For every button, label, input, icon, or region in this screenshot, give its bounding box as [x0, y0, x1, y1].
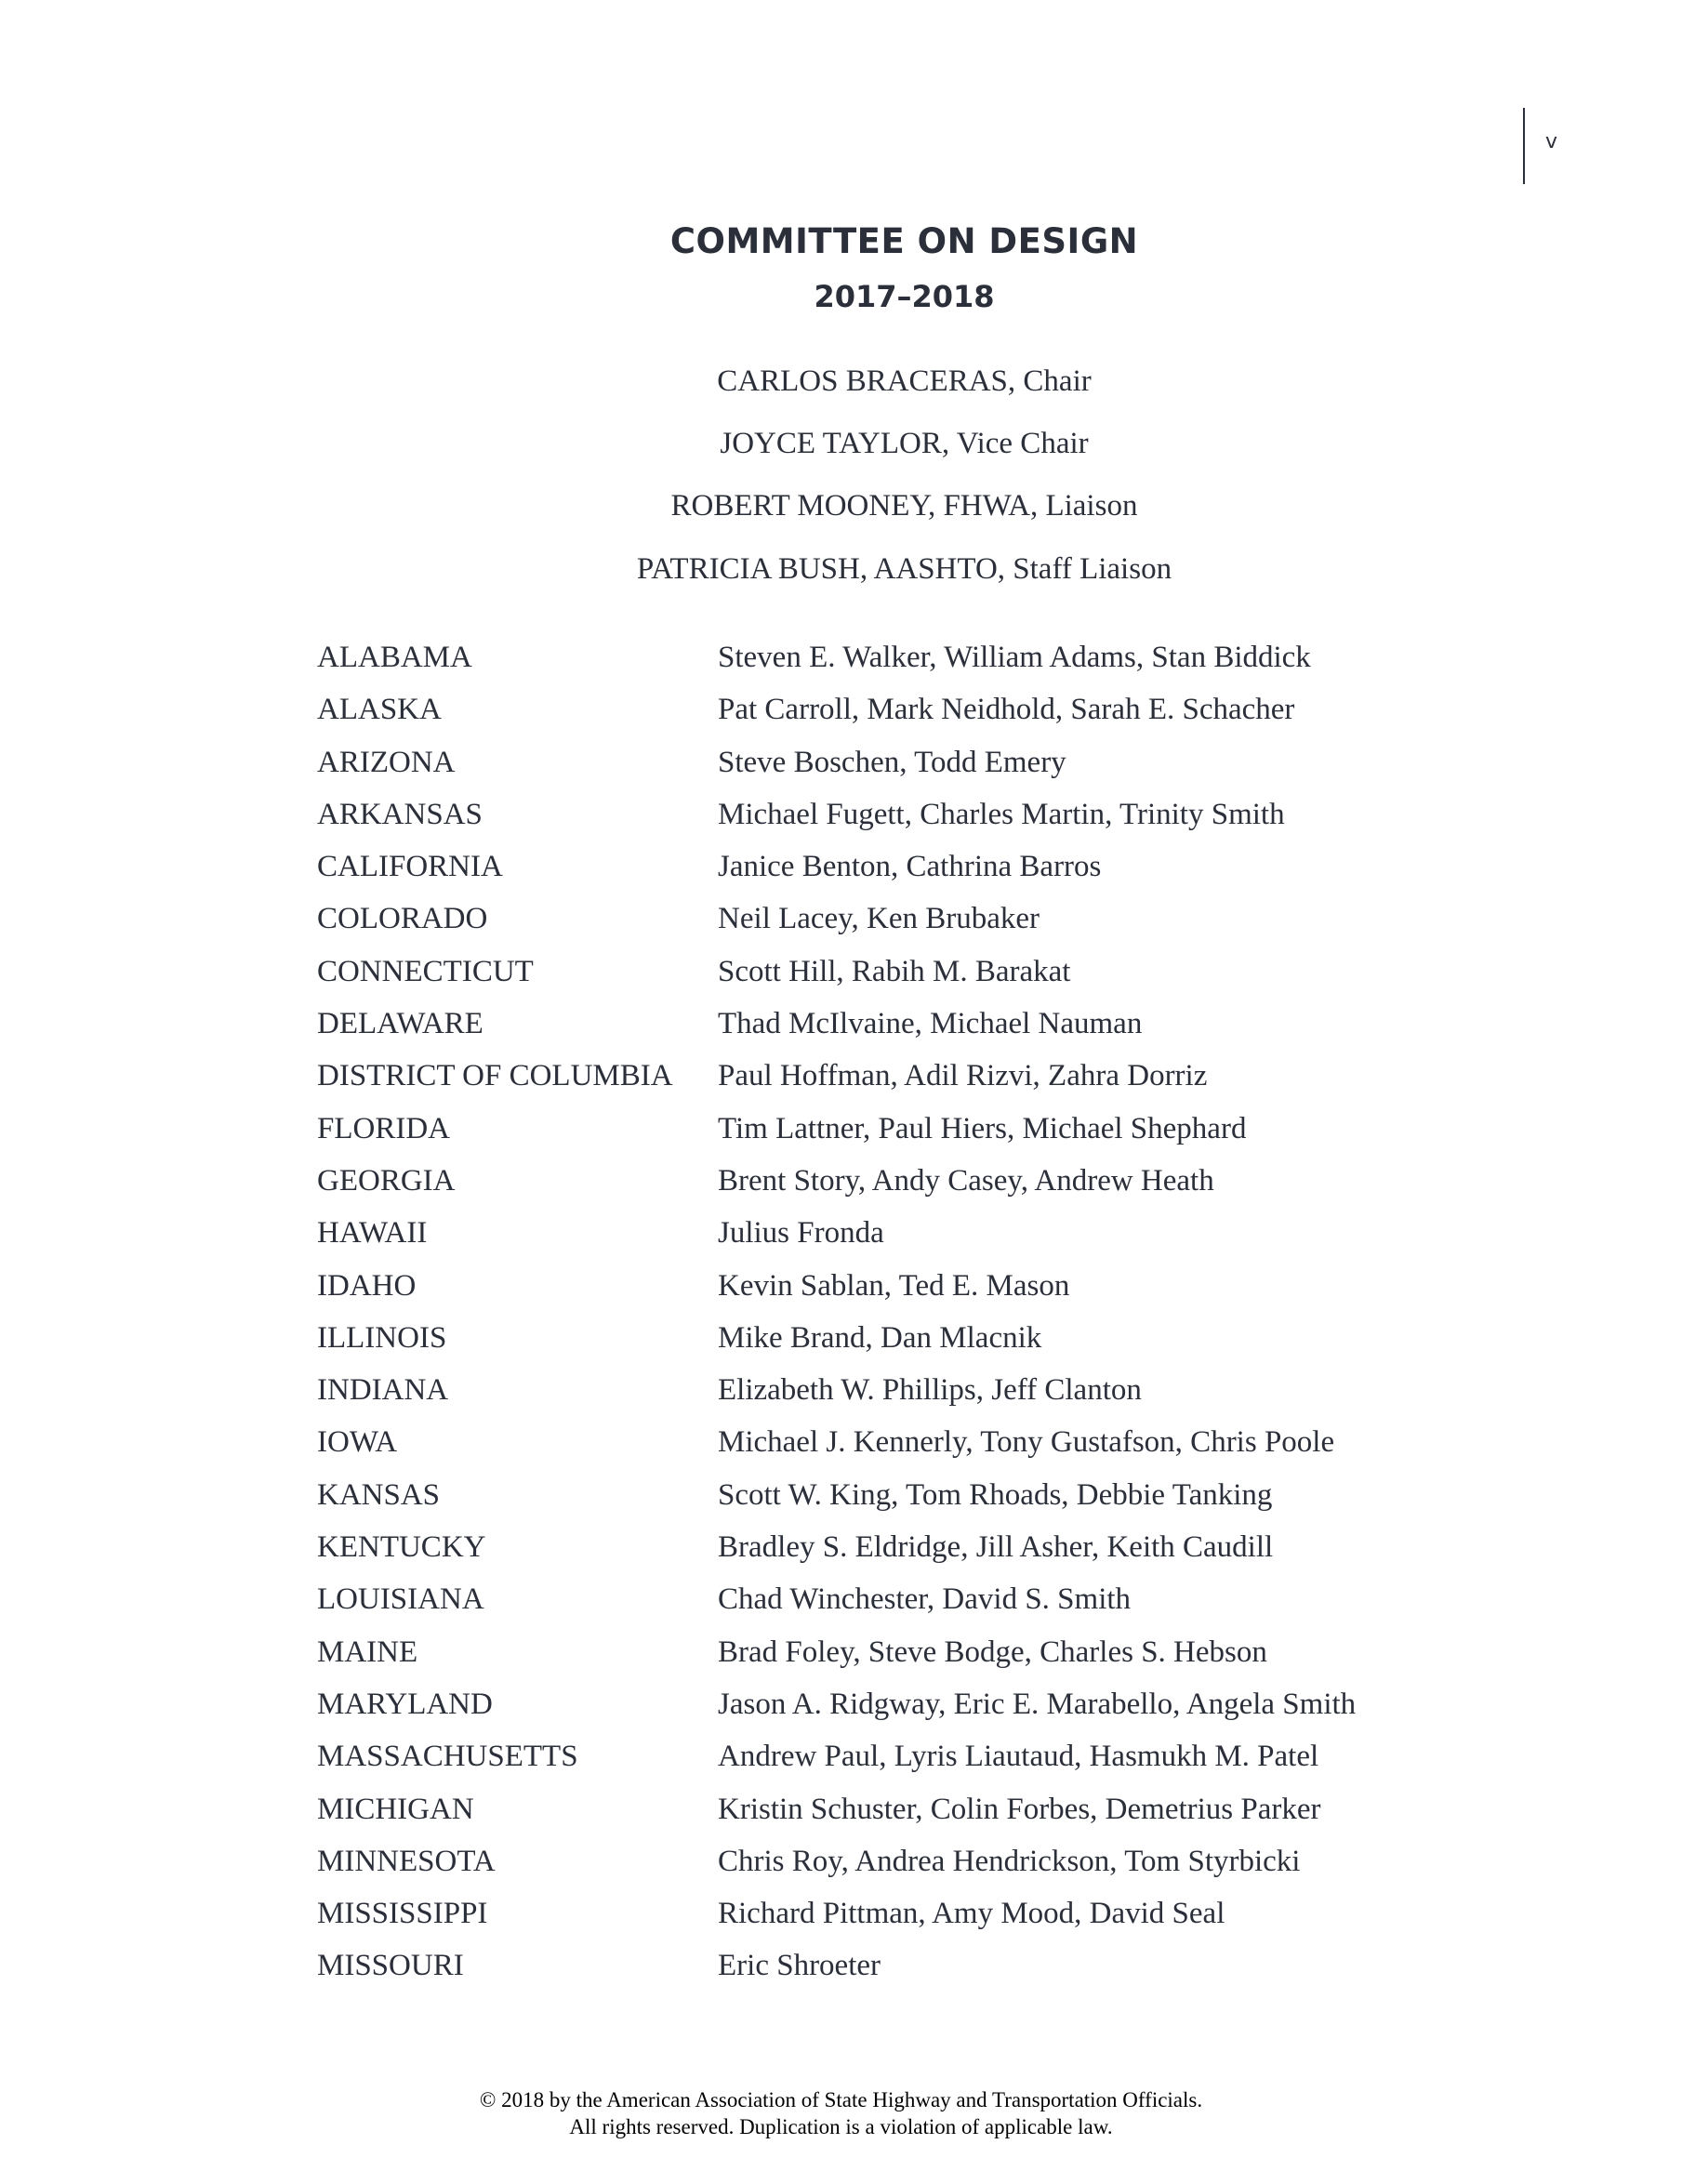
officer-staff-liaison: PATRICIA BUSH, AASHTO, Staff Liaison [636, 552, 1172, 586]
state-name: MAINE [317, 1635, 418, 1669]
roster-row [317, 1891, 1526, 1943]
state-members: Tim Lattner, Paul Hiers, Michael Shephard [718, 1111, 1247, 1145]
roster-row [317, 1525, 1526, 1577]
state-name: LOUISIANA [317, 1582, 484, 1617]
state-members: Michael J. Kennerly, Tony Gustafson, Chris Poole [718, 1425, 1335, 1460]
copyright-line: © 2018 by the American Association of State Highway and Transportation Officials. [479, 2088, 1203, 2111]
state-name: ARIZONA [317, 745, 456, 779]
state-members: Chris Roy, Andrea Hendrickson, Tom Styrbicki [718, 1844, 1301, 1878]
page-number: v [1545, 130, 1558, 153]
state-name: KENTUCKY [317, 1530, 486, 1565]
state-members: Julius Fronda [718, 1216, 884, 1251]
state-name: INDIANA [317, 1373, 449, 1408]
state-members: Janice Benton, Cathrina Barros [718, 850, 1102, 884]
roster-row [317, 844, 1526, 896]
state-name: DELAWARE [317, 1007, 483, 1041]
committee-years: 2017–2018 [814, 279, 995, 314]
state-name: GEORGIA [317, 1163, 456, 1198]
roster-row [317, 1787, 1526, 1839]
state-name: ALABAMA [317, 641, 472, 674]
state-members: Steve Boschen, Todd Emery [718, 745, 1066, 779]
member-roster [317, 635, 1526, 1996]
roster-row [317, 635, 1526, 687]
state-name: IOWA [317, 1425, 398, 1460]
roster-row [317, 1473, 1526, 1525]
roster-row [317, 1264, 1526, 1316]
state-name: ARKANSAS [317, 797, 483, 831]
roster-row [317, 1211, 1526, 1263]
state-name: DISTRICT OF COLUMBIA [317, 1059, 673, 1093]
state-members: Pat Carroll, Mark Neidhold, Sarah E. Schacher [718, 693, 1295, 727]
roster-row [317, 1943, 1526, 1995]
state-members: Jason A. Ridgway, Eric E. Marabello, Angela Smith [718, 1687, 1357, 1721]
state-name: HAWAII [317, 1216, 428, 1251]
state-members: Brad Foley, Steve Bodge, Charles S. Hebson [718, 1635, 1267, 1669]
state-members: Brent Story, Andy Casey, Andrew Heath [718, 1163, 1214, 1198]
state-name: ILLINOIS [317, 1320, 447, 1355]
state-members: Eric Shroeter [718, 1949, 881, 1983]
state-name: MINNESOTA [317, 1844, 496, 1878]
state-members: Andrew Paul, Lyris Liautaud, Hasmukh M. Patel [718, 1740, 1319, 1774]
page-number-rule [1523, 108, 1525, 184]
state-name: ALASKA [317, 693, 442, 727]
state-name: MARYLAND [317, 1687, 493, 1721]
roster-row [317, 896, 1526, 948]
officer-vice-chair: JOYCE TAYLOR, Vice Chair [720, 427, 1089, 460]
roster-row [317, 1734, 1526, 1786]
state-members: Thad McIlvaine, Michael Nauman [718, 1007, 1143, 1041]
state-name: KANSAS [317, 1477, 441, 1512]
state-name: FLORIDA [317, 1111, 451, 1145]
state-members: Elizabeth W. Phillips, Jeff Clanton [718, 1373, 1142, 1408]
state-members: Kevin Sablan, Ted E. Mason [718, 1268, 1070, 1303]
roster-row [317, 1316, 1526, 1368]
state-members: Neil Lacey, Ken Brubaker [718, 902, 1040, 936]
state-name: MASSACHUSETTS [317, 1740, 578, 1774]
state-name: CONNECTICUT [317, 954, 534, 988]
state-name: MISSISSIPPI [317, 1897, 488, 1931]
rights-line: All rights reserved. Duplication is a violation of applicable law. [569, 2115, 1113, 2138]
roster-row [317, 1682, 1526, 1734]
officer-chair: CARLOS BRACERAS, Chair [717, 364, 1092, 398]
state-members: Mike Brand, Dan Mlacnik [718, 1320, 1042, 1355]
state-name: CALIFORNIA [317, 850, 503, 884]
state-members: Richard Pittman, Amy Mood, David Seal [718, 1897, 1225, 1931]
roster-row [317, 1001, 1526, 1053]
state-members: Bradley S. Eldridge, Jill Asher, Keith Caudill [718, 1530, 1274, 1565]
state-members: Michael Fugett, Charles Martin, Trinity Smith [718, 797, 1285, 831]
roster-row [317, 1630, 1526, 1682]
state-name: IDAHO [317, 1268, 417, 1303]
roster-row [317, 740, 1526, 792]
roster-row [317, 1368, 1526, 1420]
state-members: Scott W. King, Tom Rhoads, Debbie Tanking [718, 1477, 1273, 1512]
state-members: Kristin Schuster, Colin Forbes, Demetrius Parker [718, 1792, 1321, 1826]
roster-row [317, 1839, 1526, 1891]
state-name: COLORADO [317, 902, 488, 936]
roster-row [317, 792, 1526, 844]
roster-row [317, 687, 1526, 739]
page-title: COMMITTEE ON DESIGN [669, 221, 1139, 261]
state-members: Chad Winchester, David S. Smith [718, 1582, 1132, 1617]
state-name: MICHIGAN [317, 1792, 474, 1826]
roster-row [317, 949, 1526, 1001]
roster-row [317, 1053, 1526, 1105]
officer-fhwa-liaison: ROBERT MOONEY, FHWA, Liaison [670, 489, 1138, 523]
state-members: Scott Hill, Rabih M. Barakat [718, 954, 1071, 988]
roster-row [317, 1158, 1526, 1211]
state-members: Paul Hoffman, Adil Rizvi, Zahra Dorriz [718, 1059, 1208, 1093]
roster-row [317, 1420, 1526, 1472]
roster-row [317, 1106, 1526, 1158]
state-name: MISSOURI [317, 1949, 464, 1983]
state-members: Steven E. Walker, William Adams, Stan Biddick [718, 641, 1311, 674]
roster-row [317, 1577, 1526, 1629]
